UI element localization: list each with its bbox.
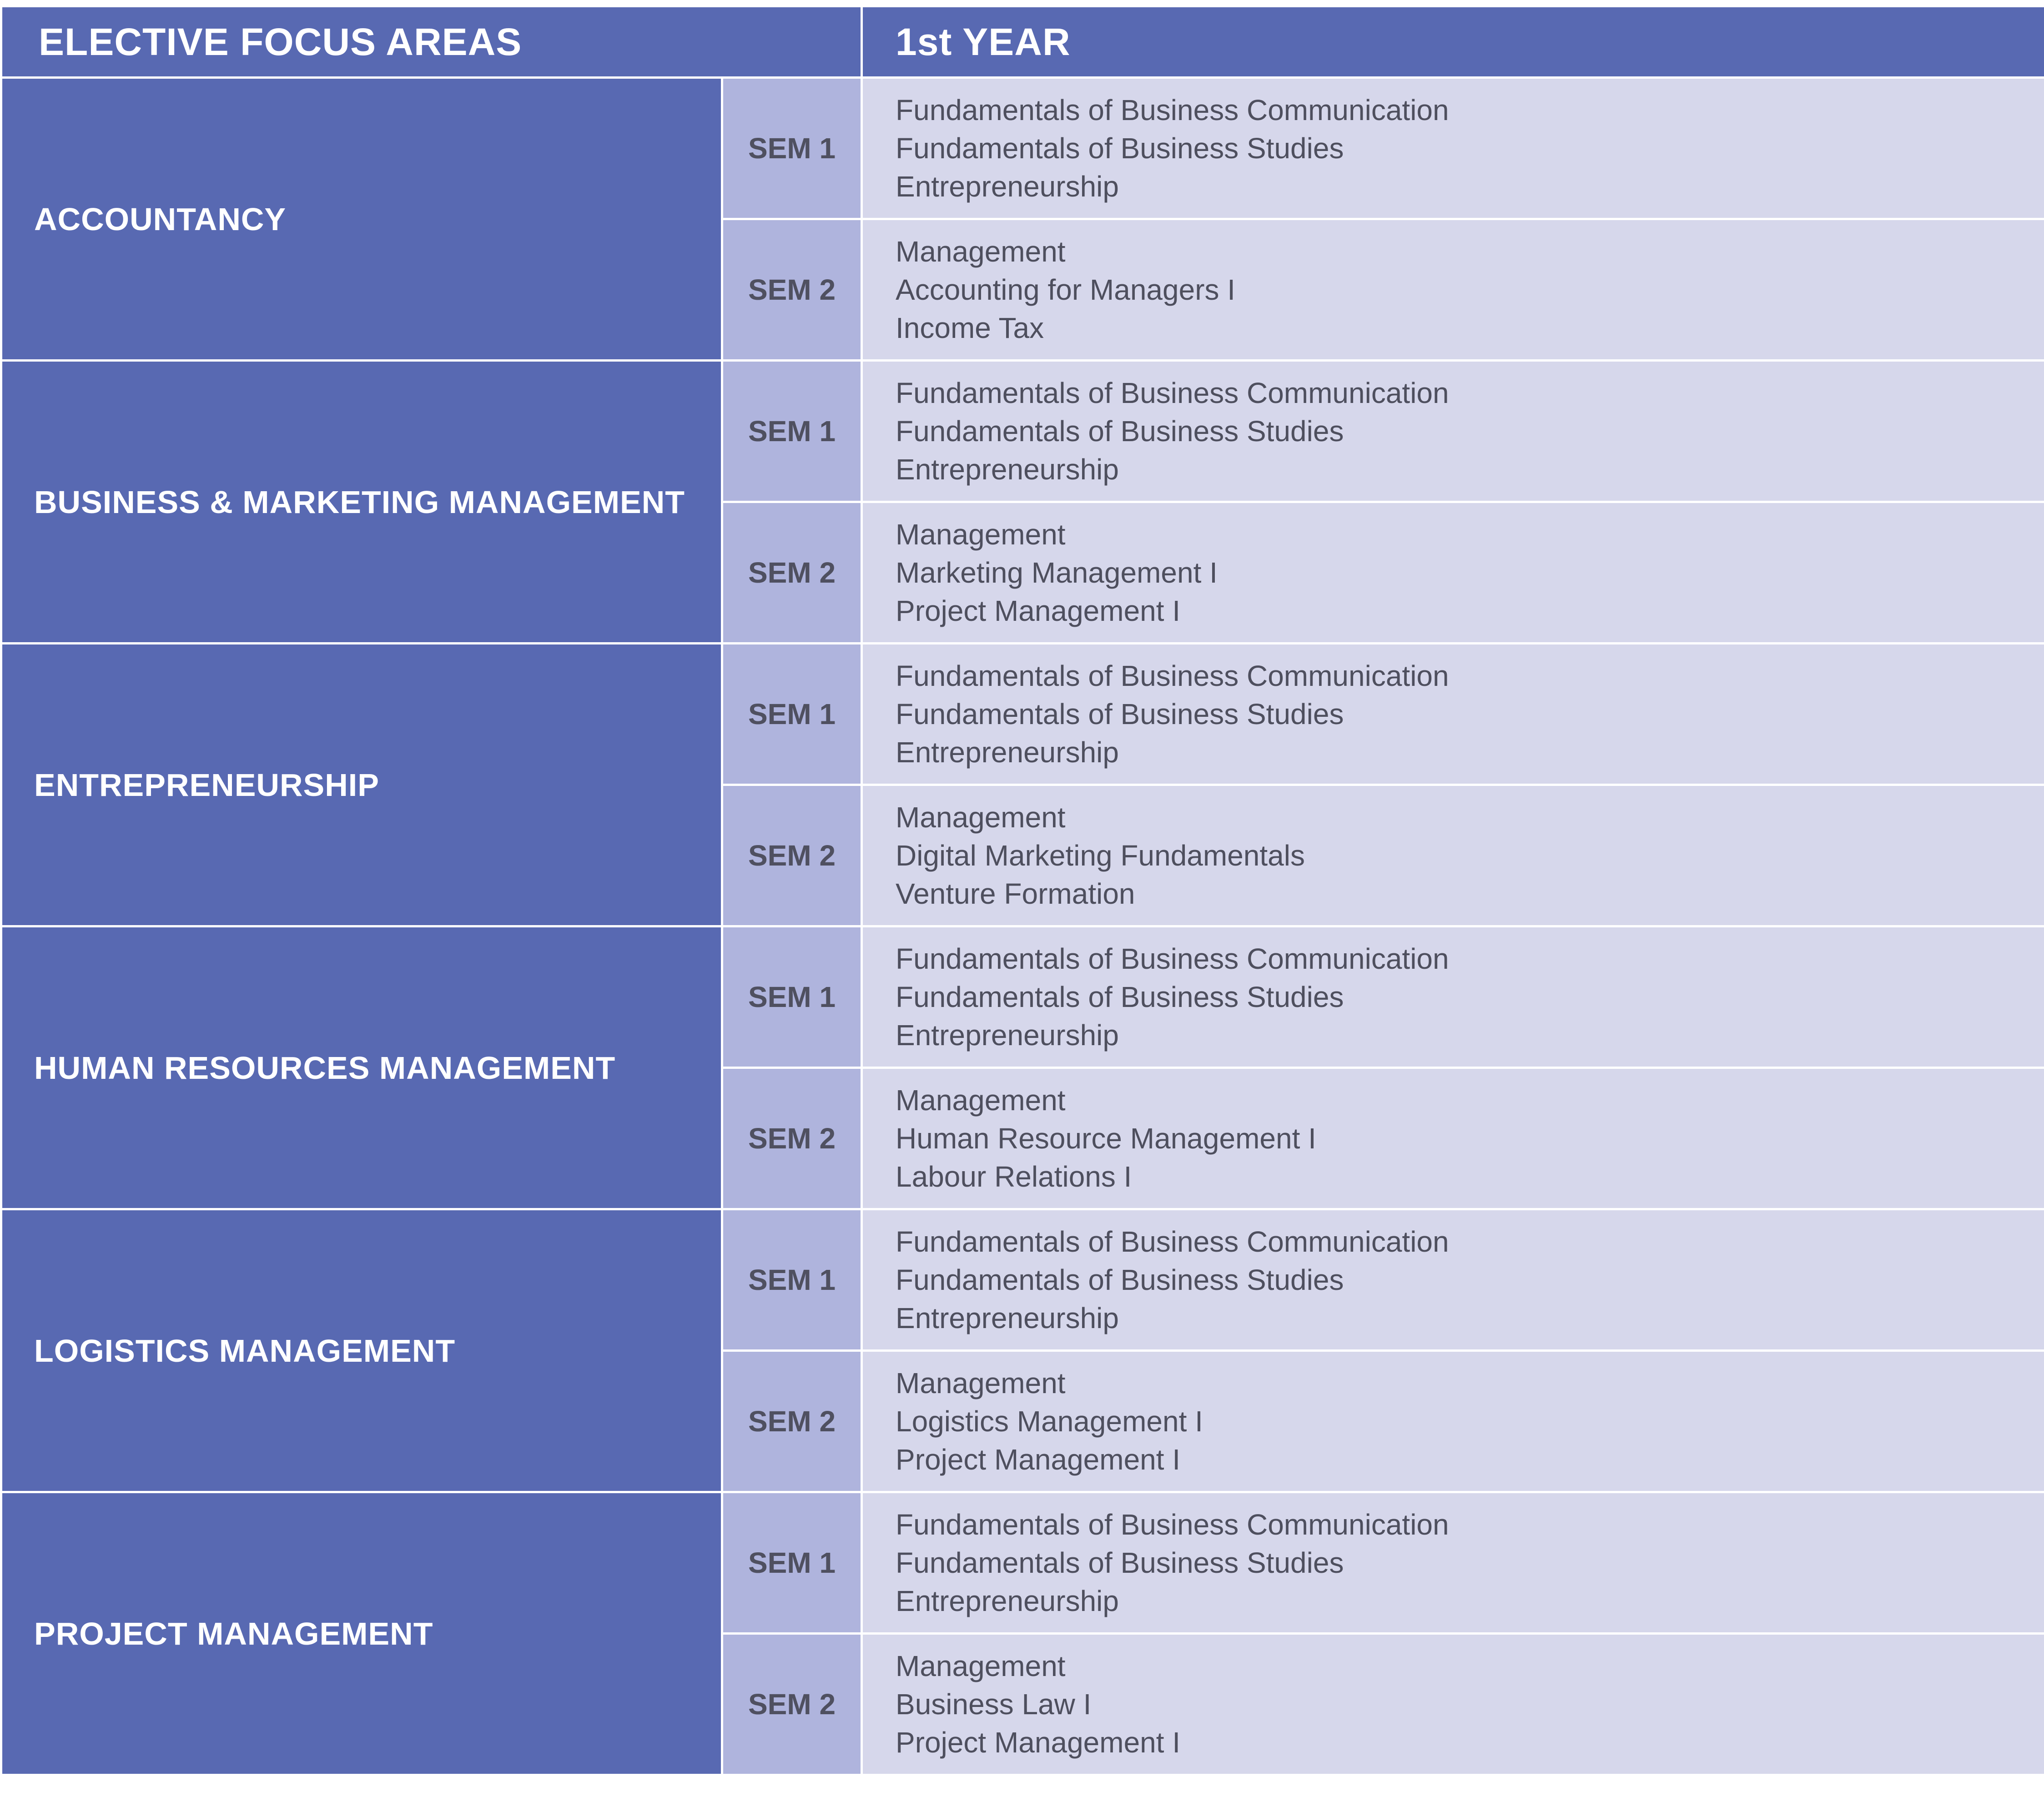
- table-row: [1, 361, 2044, 502]
- subject-list: [862, 78, 2044, 219]
- subject-item: Entrepreneurship: [896, 453, 1119, 486]
- semester-label: SEM 2: [722, 1634, 862, 1775]
- subject-item: Management: [896, 801, 1066, 834]
- subject-item: Fundamentals of Business Communication: [896, 1225, 1449, 1258]
- table-row: [1, 644, 2044, 785]
- subject-item: Fundamentals of Business Studies: [896, 698, 1344, 730]
- semester-label: SEM 2: [722, 1351, 862, 1492]
- semester-label: SEM 2: [722, 1068, 862, 1209]
- subject-list: [862, 1209, 2044, 1351]
- subject-item: Logistics Management I: [896, 1405, 1203, 1438]
- subject-item: Marketing Management I: [896, 556, 1218, 589]
- subject-item: Fundamentals of Business Studies: [896, 132, 1344, 165]
- subject-item: Business Law I: [896, 1688, 1092, 1721]
- subject-item: Entrepreneurship: [896, 170, 1119, 203]
- subject-item: Fundamentals of Business Studies: [896, 981, 1344, 1013]
- subject-list: [862, 1634, 2044, 1775]
- subject-item: Management: [896, 518, 1066, 551]
- subject-item: Venture Formation: [896, 877, 1135, 910]
- table-row: [1, 926, 2044, 1068]
- focus-area-name: ENTREPRENEURSHIP: [1, 644, 722, 926]
- subject-list: [862, 1492, 2044, 1634]
- subject-item: Fundamentals of Business Communication: [896, 1508, 1449, 1541]
- subject-list: [862, 361, 2044, 502]
- subject-item: Project Management I: [896, 1726, 1181, 1759]
- header-row: [1, 6, 2044, 78]
- subject-item: Fundamentals of Business Communication: [896, 942, 1449, 975]
- subject-item: Entrepreneurship: [896, 1019, 1119, 1052]
- subject-item: Management: [896, 1084, 1066, 1117]
- table-row: [1, 78, 2044, 219]
- semester-label: SEM 1: [722, 78, 862, 219]
- subject-item: Income Tax: [896, 312, 1044, 344]
- subject-item: Entrepreneurship: [896, 736, 1119, 769]
- subject-item: Fundamentals of Business Communication: [896, 94, 1449, 126]
- semester-label: SEM 1: [722, 361, 862, 502]
- subject-list: [862, 1068, 2044, 1209]
- focus-area-name: LOGISTICS MANAGEMENT: [1, 1209, 722, 1492]
- subject-item: Management: [896, 1650, 1066, 1682]
- subject-item: Labour Relations I: [896, 1160, 1132, 1193]
- curriculum-table-wrapper: [0, 5, 2044, 1776]
- focus-area-name: PROJECT MANAGEMENT: [1, 1492, 722, 1775]
- subject-item: Human Resource Management I: [896, 1122, 1316, 1155]
- semester-label: SEM 1: [722, 644, 862, 785]
- semester-label: SEM 2: [722, 785, 862, 926]
- focus-area-name: ACCOUNTANCY: [1, 78, 722, 361]
- subject-item: Management: [896, 1367, 1066, 1399]
- table-row: [1, 1209, 2044, 1351]
- subject-item: Entrepreneurship: [896, 1585, 1119, 1617]
- subject-list: [862, 1351, 2044, 1492]
- subject-list: [862, 219, 2044, 361]
- table-row: [1, 1492, 2044, 1634]
- subject-item: Project Management I: [896, 594, 1181, 627]
- subject-list: [862, 926, 2044, 1068]
- subject-item: Fundamentals of Business Studies: [896, 1263, 1344, 1296]
- subject-item: Project Management I: [896, 1443, 1181, 1476]
- semester-label: SEM 1: [722, 926, 862, 1068]
- subject-item: Digital Marketing Fundamentals: [896, 839, 1305, 872]
- semester-label: SEM 1: [722, 1492, 862, 1634]
- subject-list: [862, 644, 2044, 785]
- table-body: [1, 78, 2044, 1775]
- header-focus-areas: ELECTIVE FOCUS AREAS: [1, 6, 862, 78]
- subject-item: Accounting for Managers I: [896, 273, 1236, 306]
- semester-label: SEM 2: [722, 219, 862, 361]
- semester-label: SEM 2: [722, 502, 862, 644]
- subject-item: Fundamentals of Business Studies: [896, 415, 1344, 448]
- subject-item: Fundamentals of Business Communication: [896, 377, 1449, 409]
- subject-list: [862, 502, 2044, 644]
- subject-item: Fundamentals of Business Studies: [896, 1546, 1344, 1579]
- semester-label: SEM 1: [722, 1209, 862, 1351]
- subject-item: Management: [896, 235, 1066, 268]
- curriculum-table: [0, 5, 2044, 1776]
- subject-item: Entrepreneurship: [896, 1302, 1119, 1334]
- subject-list: [862, 785, 2044, 926]
- focus-area-name: HUMAN RESOURCES MANAGEMENT: [1, 926, 722, 1209]
- subject-item: Fundamentals of Business Communication: [896, 659, 1449, 692]
- focus-area-name: BUSINESS & MARKETING MANAGEMENT: [1, 361, 722, 644]
- header-year: 1st YEAR: [862, 6, 2044, 78]
